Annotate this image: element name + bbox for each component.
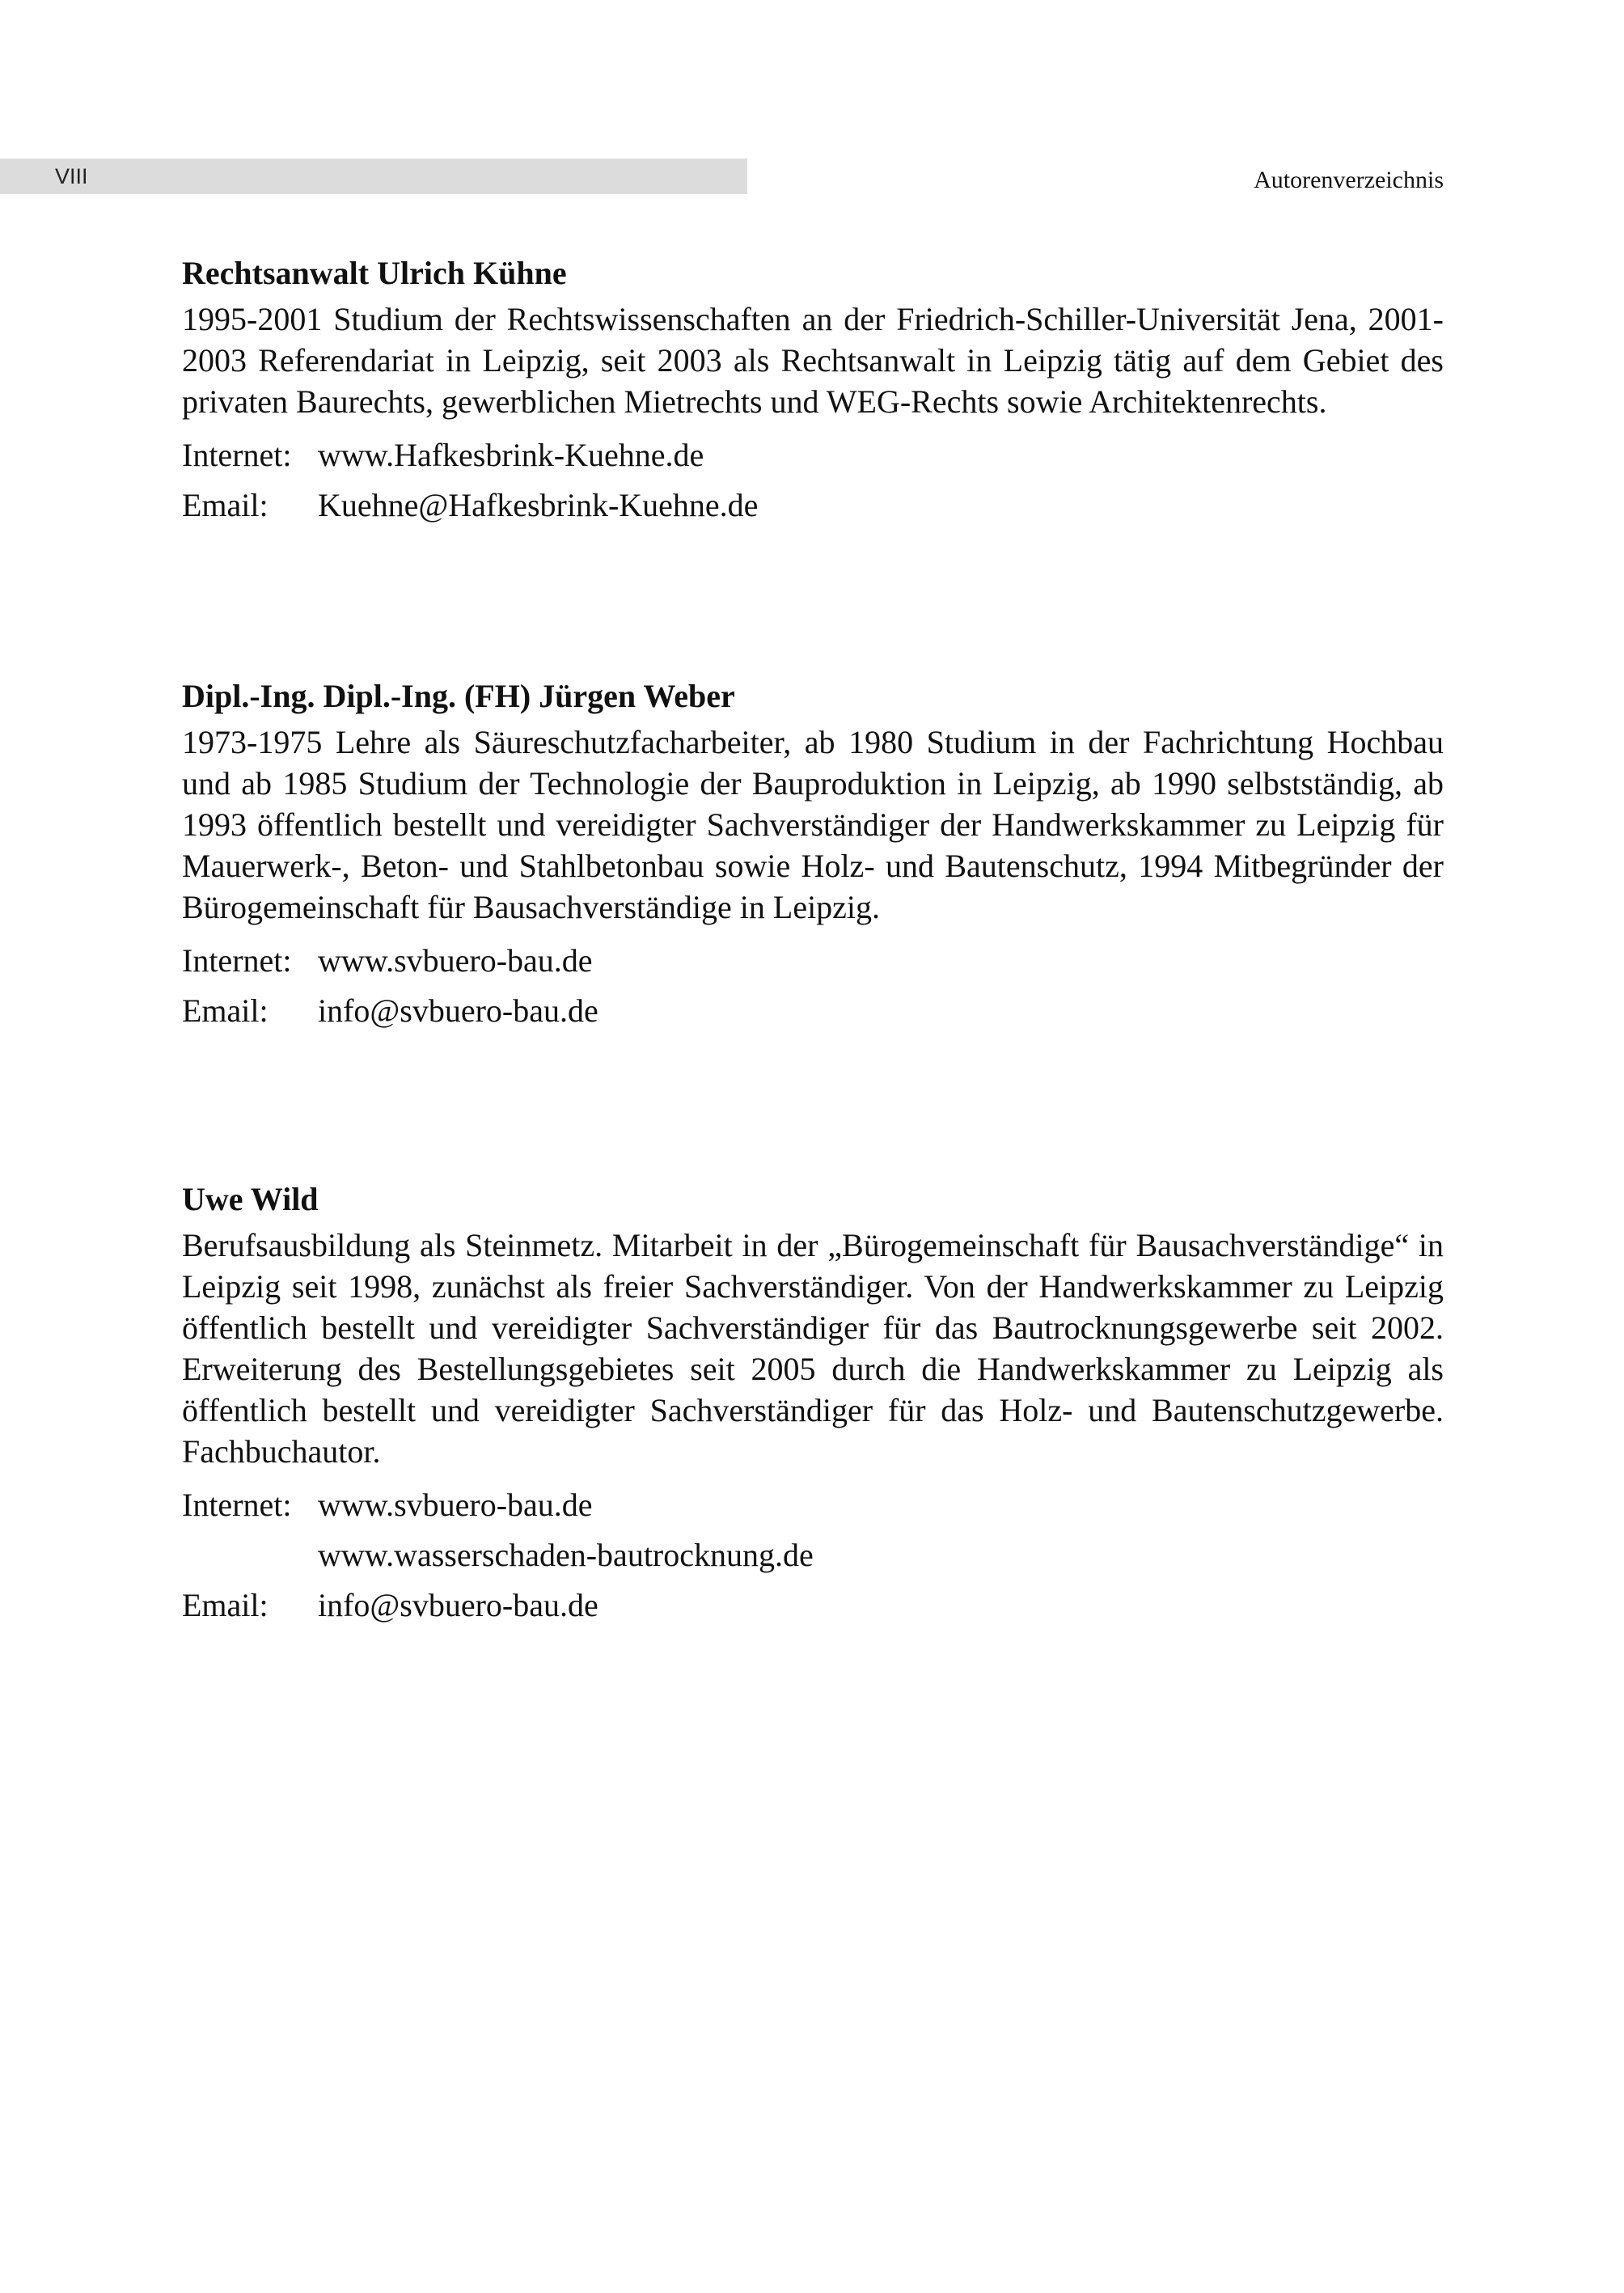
internet-label: Internet: [182, 942, 292, 979]
author-name: Rechtsanwalt Ulrich Kühne [182, 255, 567, 291]
email-row [182, 986, 1444, 1036]
author-bio: 1995-2001 Studium der Rechtswissenschaften an der Friedrich-Schiller-Universität Jena, 2001-2003 Referendariat in Leipzig, seit 2003 als Rechtsanwalt in Leipzig tätig auf dem Gebiet des privaten Baurechts, gewerblichen Mietrechts und WEG-Rechts sowie Architektenrechts. [182, 301, 1444, 420]
author-entry [182, 675, 1444, 1036]
website-link[interactable]: www.svbuero-bau.de [318, 942, 593, 979]
contact-block [182, 430, 1444, 531]
internet-label: Internet: [182, 437, 292, 473]
email-label: Email: [182, 1587, 269, 1623]
website-link[interactable]: www.svbuero-bau.de [318, 1487, 593, 1523]
email-label: Email: [182, 487, 269, 523]
website-link[interactable]: www.Hafkesbrink-Kuehne.de [318, 437, 704, 473]
header-bar [0, 159, 747, 194]
email-label: Email: [182, 992, 269, 1029]
email-link[interactable]: info@svbuero-bau.de [318, 1587, 598, 1623]
website-link[interactable]: www.wasserschaden-bautrocknung.de [318, 1537, 814, 1573]
author-bio: Berufsausbildung als Steinmetz. Mitarbeit in der „Bürogemeinschaft für Bausachverständige“ in Leipzig seit 1998, zunächst als freier Sachverständiger. Von der Handwerkskammer zu Leipzig öffentlich bestellt und vereidigter Sachverständiger für das Bautrocknungsgewerbe seit 2002. Erweiterung des Bestellungsgebietes seit 2005 durch die Handwerkskammer zu Leipzig als öffentlich bestellt und vereidigter Sachverständiger für das Holz- und Bautenschutzgewerbe. Fachbuchautor. [182, 1227, 1444, 1470]
author-bio: 1973-1975 Lehre als Säureschutzfacharbeiter, ab 1980 Studium in der Fachrichtung Hochbau und ab 1985 Studium der Technologie der Bauproduktion in Leipzig, ab 1990 selbstständig, ab 1993 öffentlich bestellt und vereidigter Sachverständiger der Handwerkskammer zu Leipzig für Mauerwerk-, Beton- und Stahlbetonbau sowie Holz- und Bautenschutz, 1994 Mitbegründer der Bürogemeinschaft für Bausachverständige in Leipzig. [182, 724, 1444, 925]
author-entry [182, 1178, 1444, 1631]
contact-block [182, 1480, 1444, 1631]
contact-block [182, 936, 1444, 1036]
email-link[interactable]: info@svbuero-bau.de [318, 992, 598, 1029]
internet-row [182, 1480, 1444, 1530]
internet-row [182, 936, 1444, 986]
author-name: Uwe Wild [182, 1181, 319, 1217]
running-title: Autorenverzeichnis [1254, 167, 1444, 193]
author-entry [182, 252, 1444, 531]
internet-label-spacer [182, 1530, 318, 1580]
email-row [182, 480, 1444, 531]
page-number: VIII [55, 164, 88, 188]
internet-row [182, 430, 1444, 480]
email-row [182, 1580, 1444, 1631]
internet-row-secondary [182, 1530, 1444, 1580]
internet-label: Internet: [182, 1487, 292, 1523]
email-link[interactable]: Kuehne@Hafkesbrink-Kuehne.de [318, 487, 759, 523]
author-name: Dipl.-Ing. Dipl.-Ing. (FH) Jürgen Weber [182, 678, 735, 714]
